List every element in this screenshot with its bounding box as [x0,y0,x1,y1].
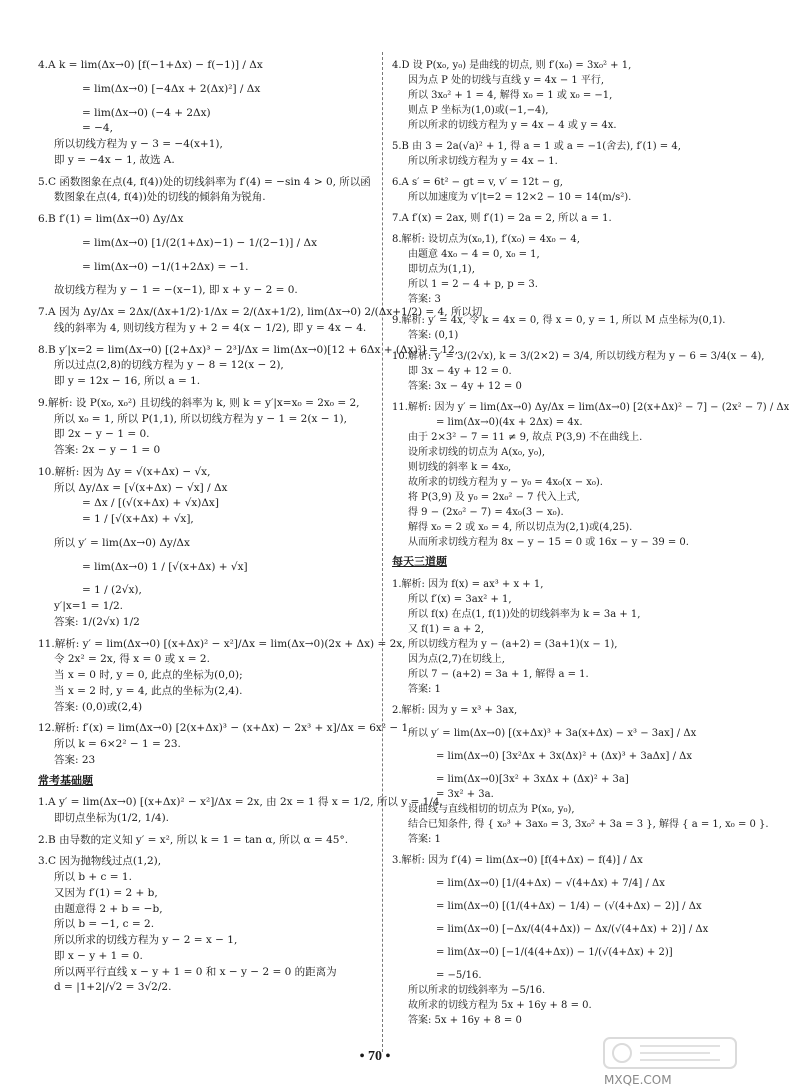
answer-line: = lim(Δx→0)(4x + 2Δx) = 4x. [436,417,583,428]
answer-line: = lim(Δx→0) [−Δx/(4(4+Δx)) − Δx/(√(4+Δx) + 2)] / Δx [436,923,709,935]
answer-line: 则切线的斜率 k = 4x₀, [408,462,512,473]
answer-line: 2.B 由导数的定义知 y′ = x², 所以 k = 1 = tan α, 所以 α = 45°. [38,833,349,846]
answer-line: 所以过点(2,8)的切线方程为 y − 8 = 12(x − 2), [54,359,284,372]
answer-line: 4.A k = lim(Δx→0) [f(−1+Δx) − f(−1)] / Δx [38,59,263,71]
answer-line: 故所求的切线方程为 y − y₀ = 4x₀(x − x₀). [408,477,603,488]
answer-line: 11.解析: y′ = lim(Δx→0) [(x+Δx)² − x²]/Δx = lim(Δx→0)(2x + Δx) = 2x, [38,637,406,650]
answer-line: 即 y = −4x − 1, 故选 A. [54,153,175,166]
answer-line: 则点 P 坐标为(1,0)或(−1,−4), [408,105,549,116]
answer-line: 7.A f′(x) = 2ax, 则 f′(1) = 2a = 2, 所以 a = 1. [392,213,612,224]
answer-line: 又 f(1) = a + 2, [408,623,485,635]
answer-line: 答案: 1 [408,683,441,695]
answer-line: 4.D 设 P(x₀, y₀) 是曲线的切点, 则 f′(x₀) = 3x₀² + 1, [392,60,632,71]
answer-line: 答案: 5x + 16y + 8 = 0 [408,1014,522,1026]
answer-line: 令 2x² = 2x, 得 x = 0 或 x = 2. [54,653,210,666]
answer-line: = −4, [82,122,113,135]
answer-line: = −5/16. [436,969,482,981]
answer-line: 所以 k = 6×2² − 1 = 23. [54,738,181,750]
answer-line: 所以所求切线方程为 y = 4x − 1. [408,156,558,167]
answer-line: 故切线方程为 y − 1 = −(x−1), 即 x + y − 2 = 0. [54,284,298,297]
answer-line: 所以 f′(x) = 3ax² + 1, [408,593,512,605]
answer-line: 8.解析: 设切点为(x₀,1), f′(x₀) = 4x₀ − 4, [392,234,580,245]
answer-line: = lim(Δx→0) [−1/(4(4+Δx)) − 1/(√(4+Δx) + 2)] [436,946,673,958]
answer-line: = lim(Δx→0) [(1/(4+Δx) − 1/4) − (√(4+Δx) − 2)] / Δx [436,900,702,912]
answer-line: 故所求的切线方程为 5x + 16y + 8 = 0. [408,999,592,1011]
answer-line: = 3x² + 3a. [436,788,494,800]
answer-line: 答案: 3x − 4y + 12 = 0 [408,381,522,392]
answer-line: 1.A y′ = lim(Δx→0) [(x+Δx)² − x²]/Δx = 2x, 由 2x = 1 得 x = 1/2, 所以 y = 1/4, [38,796,443,808]
answer-line: 所以 1 = 2 − 4 + p, p = 3. [408,279,538,290]
answer-line: = lim(Δx→0) [3x²Δx + 3x(Δx)² + (Δx)³ + 3aΔx] / Δx [436,750,693,762]
answer-line: 由题意 4x₀ − 4 = 0, x₀ = 1, [408,249,540,260]
answer-line: = lim(Δx→0) (−4 + 2Δx) [82,106,211,119]
answer-line: 所以 y′ = lim(Δx→0) Δy/Δx [54,536,190,549]
right-column [392,52,789,1028]
answer-line: 6.B f′(1) = lim(Δx→0) Δy/Δx [38,213,184,225]
answer-line: = 1 / (2√x), [82,584,142,597]
answer-line: 设所求切线的切点为 A(x₀, y₀), [408,447,546,458]
answer-line: 所以切线方程为 y − (a+2) = (3a+1)(x − 1), [408,638,618,650]
answer-line: 所以两平行直线 x − y + 1 = 0 和 x − y − 2 = 0 的距离为 [54,965,337,978]
answer-line: 又因为 f′(1) = 2 + b, [54,886,158,899]
answer-line: 所以 Δy/Δx = [√(x+Δx) − √x] / Δx [54,481,228,494]
answer-line: 答案: (0,0)或(2,4) [54,700,143,713]
watermark-text: MXQE.COM [604,1073,672,1087]
answer-line: 由于 2×3² − 7 = 11 ≠ 9, 故点 P(3,9) 不在曲线上. [408,432,643,443]
answer-line: 答案: 2x − y − 1 = 0 [54,444,161,456]
answer-line: 将 P(3,9) 及 y₀ = 2x₀² − 7 代入上式, [408,492,580,503]
right-answers-daily [392,577,769,1028]
answer-line: 5.C 函数图象在点(4, f(4))处的切线斜率为 f′(4) = −sin 4 > 0, 所以函 [38,175,371,188]
answer-line: 所以所求的切线斜率为 −5/16. [408,984,546,996]
answer-line: 当 x = 2 时, y = 4, 此点的坐标为(2,4). [54,684,243,697]
answer-line: = lim(Δx→0) [1/(2(1+Δx)−1) − 1/(2−1)] / Δx [82,236,318,249]
answer-line: 即 2x − y − 1 = 0. [54,428,150,441]
answer-line: 解得 x₀ = 2 或 x₀ = 4, 所以切点为(2,1)或(4,25). [408,522,633,533]
section-heading-left: 常考基础题 [38,773,93,787]
answer-line: 线的斜率为 4, 则切线方程为 y + 2 = 4(x − 1/2), 即 y = 4x − 4. [54,321,367,334]
answer-line: 9.解析: y′ = 4x, 令 k = 4x = 0, 得 x = 0, y = 1, 所以 M 点坐标为(0,1). [392,315,726,326]
answer-line: 所以切线方程为 y − 3 = −4(x+1), [54,138,223,150]
answer-line: 3.解析: 因为 f′(4) = lim(Δx→0) [f(4+Δx) − f(4)] / Δx [392,854,643,866]
answer-line: = lim(Δx→0) 1 / [√(x+Δx) + √x] [82,560,248,573]
answer-line: 答案: 23 [54,753,96,766]
section-heading-right: 每天三道题 [392,555,447,568]
answer-line: 因为点(2,7)在切线上, [408,653,505,665]
answer-line: = lim(Δx→0) [−4Δx + 2(Δx)²] / Δx [82,82,261,95]
answer-line: 答案: 3 [408,294,441,305]
answer-line: 11.解析: 因为 y′ = lim(Δx→0) Δy/Δx = lim(Δx→0) [2(x+Δx)² − 7] − (2x² − 7) / Δx [392,402,789,413]
answer-line: 答案: 1/(2√x) 1/2 [54,615,140,628]
answer-line: 10.解析: 因为 Δy = √(x+Δx) − √x, [38,465,211,478]
answer-line: 3.C 因为抛物线过点(1,2), [38,855,162,868]
right-answers [392,58,789,550]
answer-line: 因为点 P 处的切线与直线 y = 4x − 1 平行, [408,75,605,86]
answer-line: 8.B y′|x=2 = lim(Δx→0) [(2+Δx)³ − 2³]/Δx = lim(Δx→0)[12 + 6Δx + (Δx)²] = 12, [38,343,459,356]
answer-line: y′|x=1 = 1/2. [54,600,123,612]
answer-line: 2.解析: 因为 y = x³ + 3ax, [392,704,518,716]
answer-line: 由题意得 2 + b = −b, [54,902,163,915]
page-number: • 70 • [359,1049,391,1064]
answer-line: 即切点为(1,1), [408,264,475,275]
answer-line: 答案: 1 [408,833,441,845]
answer-line: 即 3x − 4y + 12 = 0. [408,366,512,377]
answer-line: 设曲线与直线相切的切点为 P(x₀, y₀), [408,803,575,815]
answer-line: 1.解析: 因为 f(x) = ax³ + x + 1, [392,578,544,590]
answer-line: 所以所求的切线方程为 y = 4x − 4 或 y = 4x. [408,120,617,131]
answer-line: 所以 7 − (a+2) = 3a + 1, 解得 a = 1. [408,668,589,680]
answer-line: 数图象在点(4, f(4))处的切线的倾斜角为锐角. [54,191,266,204]
answer-line: 即切点坐标为(1/2, 1/4). [54,811,170,824]
answer-line: 当 x = 0 时, y = 0, 此点的坐标为(0,0); [54,669,243,681]
answer-line: = 1 / [√(x+Δx) + √x], [82,513,194,525]
answer-line: 5.B 由 3 = 2a(√a)² + 1, 得 a = 1 或 a = −1(舍去), f′(1) = 4, [392,141,681,152]
answer-line: 所以所求的切线方程为 y − 2 = x − 1, [54,934,238,946]
answer-line: 从而所求切线方程为 8x − y − 15 = 0 或 16x − y − 39 = 0. [408,537,689,548]
answer-line: 所以 b + c = 1. [54,871,132,883]
answer-line: 所以 y′ = lim(Δx→0) [(x+Δx)³ + 3a(x+Δx) − x³ − 3ax] / Δx [408,727,697,739]
answer-line: 7.A 因为 Δy/Δx = 2Δx/(Δx+1/2)·1/Δx = 2/(Δx+1/2), lim(Δx→0) 2/(Δx+1/2) = 4, 所以切 [38,306,483,318]
answer-line: 答案: (0,1) [408,330,459,341]
answer-line: 所以 3x₀² + 1 = 4, 解得 x₀ = 1 或 x₀ = −1, [408,90,613,101]
answer-line: = lim(Δx→0) −1/(1+2Δx) = −1. [82,260,249,273]
answer-line: = lim(Δx→0) [1/(4+Δx) − √(4+Δx) + 7/4] / Δx [436,877,665,889]
answer-line: 所以 x₀ = 1, 所以 P(1,1), 所以切线方程为 y − 1 = 2(x − 1), [54,412,347,425]
answer-line: 10.解析: y′ = 3/(2√x), k = 3/(2×2) = 3/4, 所以切线方程为 y − 6 = 3/4(x − 4), [392,351,765,362]
answer-line: 即 y = 12x − 16, 所以 a = 1. [54,375,201,387]
answer-line: 即 x − y + 1 = 0. [54,949,143,962]
answer-line: d = |1+2|/√2 = 3√2/2. [54,981,172,994]
answer-line: 6.A s′ = 6t² − gt = v, v′ = 12t − g, [392,177,563,188]
answer-line: 12.解析: f′(x) = lim(Δx→0) [2(x+Δx)³ − (x+Δx) − 2x³ + x]/Δx = 6x² − 1, [38,722,412,735]
answer-line: 所以加速度为 v′|t=2 = 12×2 − 10 = 14(m/s²). [408,192,632,203]
answer-line: = lim(Δx→0)[3x² + 3xΔx + (Δx)² + 3a] [436,773,629,785]
answer-line: 所以 f(x) 在点(1, f(1))处的切线斜率为 k = 3a + 1, [408,608,641,620]
column-divider [382,52,383,1052]
answer-line: = Δx / [(√(x+Δx) + √x)Δx] [82,497,219,510]
answer-line: 9.解析: 设 P(x₀, x₀²) 且切线的斜率为 k, 则 k = y′|x=x₀ = 2x₀ = 2, [38,396,360,409]
answer-line: 得 9 − (2x₀² − 7) = 4x₀(3 − x₀). [408,507,564,518]
answer-line: 所以 b = −1, c = 2. [54,918,155,931]
answer-line: 结合已知条件, 得 { x₀³ + 3ax₀ = 3, 3x₀² + 3a = 3 }, 解得 { a = 1, x₀ = 0 }. [408,818,769,830]
